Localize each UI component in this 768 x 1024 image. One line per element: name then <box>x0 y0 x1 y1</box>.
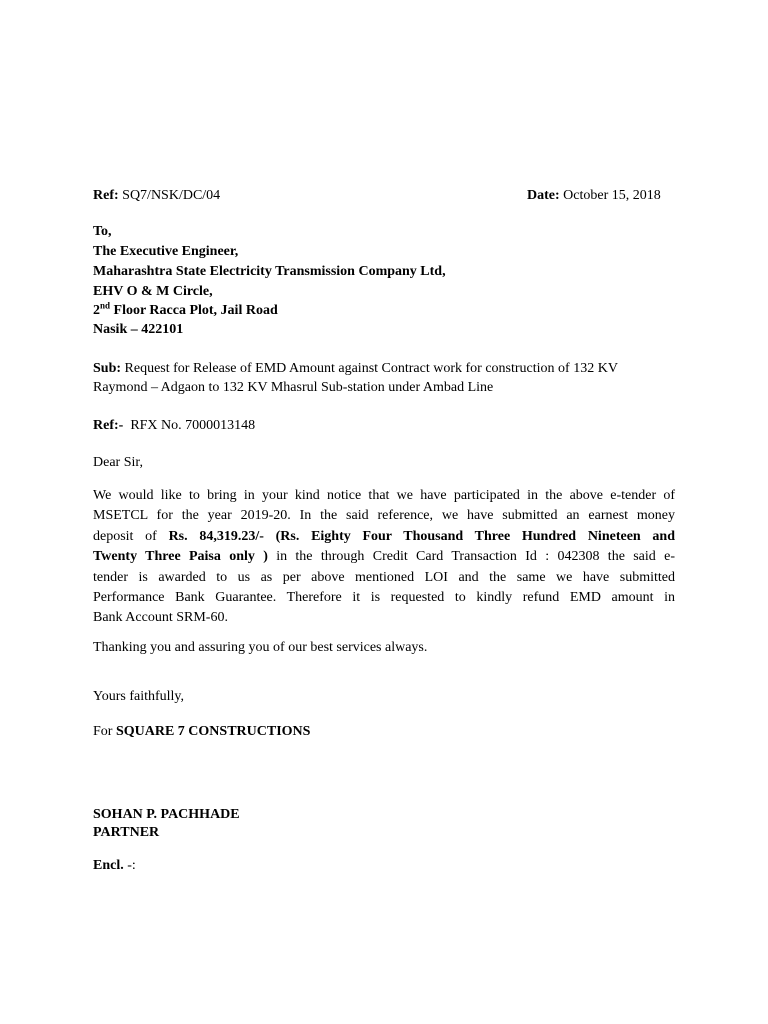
body-line-7: Bank Account SRM-60. <box>93 610 228 626</box>
closing-thanks: Thanking you and assuring you of our best services always. <box>93 640 428 655</box>
enclosure-value: -: <box>123 858 136 873</box>
address-floor-number: 2 <box>93 303 100 318</box>
rfx-line <box>93 417 255 435</box>
closing-for-line <box>93 723 310 741</box>
body-line-6: Performance Bank Guarantee. Therefore it is requested to kindly refund EMD amount in <box>93 589 675 605</box>
ref-line <box>93 187 220 205</box>
enclosure-label: Encl. <box>93 858 124 873</box>
salutation: Dear Sir, <box>93 455 143 470</box>
enclosure-line <box>93 857 136 875</box>
closing-yours: Yours faithfully, <box>93 689 185 704</box>
address-line-5: Nasik – 422101 <box>93 322 184 337</box>
rfx-value: RFX No. 7000013148 <box>123 418 256 433</box>
subject-line-2: Raymond – Adgaon to 132 KV Mhasrul Sub-station under Ambad Line <box>93 380 494 395</box>
date-label: Date: <box>527 188 560 203</box>
body-line-3: deposit of Rs. 84,319.23/- (Rs. Eighty Four Thousand Three Hundred Nineteen and <box>93 528 675 544</box>
date-value: October 15, 2018 <box>563 188 661 203</box>
body-paragraph <box>93 486 675 629</box>
signatory-title: PARTNER <box>93 825 160 840</box>
body-line-1: We would like to bring in your kind notice that we have participated in the above e-tender of <box>93 488 675 503</box>
ref-label: Ref: <box>93 188 119 203</box>
body-line-4: Twenty Three Paisa only ) in the through Credit Card Transaction Id : 042308 the said e- <box>93 549 675 565</box>
subject-line-1 <box>93 360 618 378</box>
address-line-4 <box>93 302 278 320</box>
signatory-name: SOHAN P. PACHHADE <box>93 807 240 822</box>
body-line-2: MSETCL for the year 2019-20. In the said reference, we have submitted an earnest money <box>93 508 675 524</box>
address-line-3: EHV O & M Circle, <box>93 284 213 299</box>
company-name: SQUARE 7 CONSTRUCTIONS <box>115 724 311 739</box>
emd-amount-cont: Twenty Three Paisa only ) <box>93 549 268 565</box>
rfx-label: Ref:- <box>93 418 124 433</box>
address-line-1: The Executive Engineer, <box>93 244 239 259</box>
address-to: To, <box>93 224 112 239</box>
body-line-5: tender is awarded to us as per above mentioned LOI and the same we have submitted <box>93 569 675 585</box>
emd-amount: Rs. 84,319.23/- (Rs. Eighty Four Thousand Three Hundred Nineteen and <box>168 528 675 544</box>
subject-text-1: Request for Release of EMD Amount against Contract work for construction of 132 KV <box>121 361 618 376</box>
address-floor-suffix: nd <box>100 300 111 311</box>
ref-value: SQ7/NSK/DC/04 <box>122 188 221 203</box>
address-line-2: Maharashtra State Electricity Transmission Company Ltd, <box>93 264 446 279</box>
date-line <box>527 187 661 205</box>
address-floor-rest: Floor Racca Plot, Jail Road <box>110 303 278 318</box>
closing-for-label: For <box>93 724 116 739</box>
subject-label: Sub: <box>93 361 122 376</box>
